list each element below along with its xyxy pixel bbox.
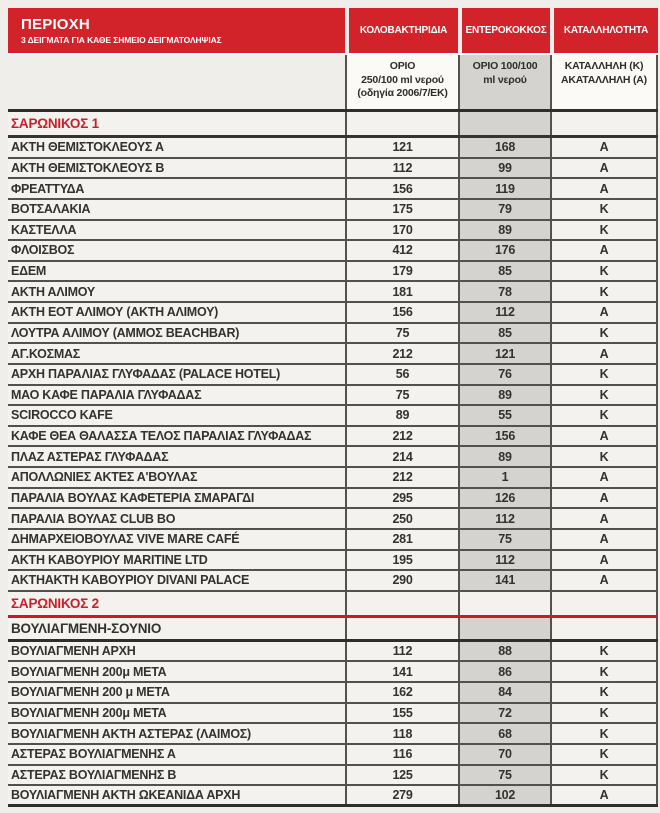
subsection-empty-cell: [550, 618, 658, 639]
enterococcus-value: 72: [458, 704, 550, 723]
coliform-value: 125: [345, 766, 458, 785]
coliform-value: 412: [345, 241, 458, 260]
beach-name: ΑΚΤΗ ΘΕΜΙΣΤΟΚΛΕΟΥΣ Β: [8, 159, 345, 178]
beach-name: ΑΣΤΕΡΑΣ ΒΟΥΛΙΑΓΜΕΝΗΣ Β: [8, 766, 345, 785]
coliform-value: 212: [345, 344, 458, 363]
beach-name: ΠΛΑΖ ΑΣΤΕΡΑΣ ΓΛΥΦΑΔΑΣ: [8, 447, 345, 466]
enterococcus-value: 86: [458, 662, 550, 681]
suitability-value: Κ: [550, 704, 658, 723]
coliform-value: 156: [345, 303, 458, 322]
suitability-value: Α: [550, 344, 658, 363]
beach-name: ΦΛΟΙΣΒΟΣ: [8, 241, 345, 260]
water-quality-table: [8, 8, 658, 807]
coliform-value: 212: [345, 427, 458, 446]
beach-name: ΒΟΥΛΙΑΓΜΕΝΗ ΑΡΧΗ: [8, 642, 345, 661]
suitability-value: Κ: [550, 642, 658, 661]
coliform-limit-line: 250/100 ml νερού: [361, 73, 444, 86]
coliform-value: 195: [345, 551, 458, 570]
table-row: [8, 406, 658, 427]
table-row: [8, 365, 658, 386]
suitability-value: Κ: [550, 282, 658, 301]
table-row: [8, 262, 658, 283]
enterococcus-value: 112: [458, 303, 550, 322]
suitability-value: Κ: [550, 766, 658, 785]
coliform-value: 170: [345, 221, 458, 240]
enterococcus-value: 126: [458, 489, 550, 508]
beach-name: ΑΚΤΗ ΚΑΒΟΥΡΙΟΥ MARITINE LTD: [8, 551, 345, 570]
subsection-empty-cell: [345, 618, 458, 639]
suitability-value: Κ: [550, 724, 658, 743]
section-title-row: [8, 592, 658, 618]
suitability-value: Κ: [550, 324, 658, 343]
enterococcus-value: 85: [458, 324, 550, 343]
suitability-value: Κ: [550, 662, 658, 681]
enterococcus-limit-line: ΟΡΙΟ 100/100: [472, 60, 538, 72]
coliform-value: 141: [345, 662, 458, 681]
coliform-value: 89: [345, 406, 458, 425]
beach-name: ΒΟΥΛΙΑΓΜΕΝΗ 200 μ ΜΕΤΑ: [8, 683, 345, 702]
table-row: [8, 489, 658, 510]
suitability-value: Κ: [550, 745, 658, 764]
enterococcus-value: 112: [458, 551, 550, 570]
beach-name: ΒΟΥΛΙΑΓΜΕΝΗ ΑΚΤΗ ΑΣΤΕΡΑΣ (ΛΑΙΜΟΣ): [8, 724, 345, 743]
enterococcus-value: 68: [458, 724, 550, 743]
coliform-value: 75: [345, 324, 458, 343]
coliform-value: 279: [345, 786, 458, 804]
suitability-value: Α: [550, 530, 658, 549]
enterococcus-value: 78: [458, 282, 550, 301]
section-empty-cell: [458, 112, 550, 135]
suitability-value: Α: [550, 427, 658, 446]
header-area-cell: [8, 8, 345, 53]
suitability-value: Α: [550, 241, 658, 260]
beach-name: ΒΟΥΛΙΑΓΜΕΝΗ 200μ ΜΕΤΑ: [8, 704, 345, 723]
suitability-value: Α: [550, 303, 658, 322]
section-title: ΣΑΡΩΝΙΚΟΣ 1: [8, 112, 345, 135]
table-row: [8, 221, 658, 242]
beach-name: ΒΟΥΛΙΑΓΜΕΝΗ 200μ ΜΕΤΑ: [8, 662, 345, 681]
coliform-value: 250: [345, 509, 458, 528]
suitability-value: Α: [550, 509, 658, 528]
coliform-limit-line: ΟΡΙΟ: [389, 60, 416, 72]
subsection-title-row: [8, 618, 658, 642]
enterococcus-value: 89: [458, 221, 550, 240]
enterococcus-value: 176: [458, 241, 550, 260]
table-row: [8, 427, 658, 448]
table-row: [8, 766, 658, 787]
table-row: [8, 786, 658, 807]
suitability-value: Α: [550, 571, 658, 590]
header-col-coliform: ΚΟΛΟΒΑΚΤΗΡΙΔΙΑ: [349, 8, 458, 53]
enterococcus-value: 1: [458, 468, 550, 487]
table-row: [8, 447, 658, 468]
coliform-value: 112: [345, 159, 458, 178]
subsection-title: ΒΟΥΛΙΑΓΜΕΝΗ-ΣΟΥΝΙΟ: [8, 618, 345, 639]
suitability-value: Κ: [550, 262, 658, 281]
table-row: [8, 662, 658, 683]
table-row: [8, 724, 658, 745]
table-row: [8, 179, 658, 200]
beach-name: ΑΡΧΗ ΠΑΡΑΛΙΑΣ ΓΛΥΦΑΔΑΣ (PALACE HOTEL): [8, 365, 345, 384]
coliform-value: 162: [345, 683, 458, 702]
section-empty-cell: [345, 112, 458, 135]
table-row: [8, 745, 658, 766]
beach-name: ΠΑΡΑΛΙΑ ΒΟΥΛΑΣ CLUB BO: [8, 509, 345, 528]
table-row: [8, 468, 658, 489]
table-row: [8, 704, 658, 725]
coliform-value: 116: [345, 745, 458, 764]
table-row: [8, 200, 658, 221]
enterococcus-limit-line: ml νερού: [483, 73, 527, 86]
section-empty-cell: [550, 112, 658, 135]
header-area-title: ΠΕΡΙΟΧΗ: [21, 16, 90, 33]
subheader-suitability-legend: [550, 55, 658, 109]
subheader-enterococcus-limit: [458, 55, 550, 109]
header-col-suitability: ΚΑΤΑΛΛΗΛΟΤΗΤΑ: [554, 8, 658, 53]
beach-name: ΛΟΥΤΡΑ ΑΛΙΜΟΥ (ΑΜΜΟΣ BEACHBAR): [8, 324, 345, 343]
coliform-value: 214: [345, 447, 458, 466]
enterococcus-value: 119: [458, 179, 550, 198]
suitability-value: Κ: [550, 365, 658, 384]
suitability-value: Α: [550, 551, 658, 570]
table-row: [8, 530, 658, 551]
table-row: [8, 241, 658, 262]
beach-name: ΕΔΕΜ: [8, 262, 345, 281]
coliform-limit-line: (οδηγία 2006/7/ΕΚ): [357, 87, 448, 99]
coliform-value: 75: [345, 386, 458, 405]
suitability-value: Κ: [550, 200, 658, 219]
table-subheader-row: [8, 55, 658, 112]
suitability-value: Κ: [550, 386, 658, 405]
enterococcus-value: 85: [458, 262, 550, 281]
enterococcus-value: 55: [458, 406, 550, 425]
coliform-value: 295: [345, 489, 458, 508]
coliform-value: 118: [345, 724, 458, 743]
suitability-value: Α: [550, 468, 658, 487]
suitability-value: Κ: [550, 221, 658, 240]
subsection-empty-cell: [458, 618, 550, 639]
coliform-value: 175: [345, 200, 458, 219]
suitability-value: Κ: [550, 406, 658, 425]
table-header-row: [8, 8, 658, 55]
beach-name: ΑΚΤΗΑΚΤΗ ΚΑΒΟΥΡΙΟΥ DIVANI PALACE: [8, 571, 345, 590]
header-col-enterococcus: ΕΝΤΕΡΟΚΟΚΚΟΣ: [462, 8, 550, 53]
beach-name: ΒΟΥΛΙΑΓΜΕΝΗ ΑΚΤΗ ΩΚΕΑΝΙΔΑ ΑΡΧΗ: [8, 786, 345, 804]
table-row: [8, 642, 658, 663]
suitability-legend-line: ΚΑΤΑΛΛΗΛΗ (Κ): [564, 60, 644, 72]
section-title: ΣΑΡΩΝΙΚΟΣ 2: [8, 592, 345, 615]
coliform-value: 212: [345, 468, 458, 487]
enterococcus-value: 121: [458, 344, 550, 363]
coliform-value: 121: [345, 138, 458, 157]
beach-name: ΚΑΣΤΕΛΛΑ: [8, 221, 345, 240]
enterococcus-value: 112: [458, 509, 550, 528]
coliform-value: 281: [345, 530, 458, 549]
enterococcus-value: 84: [458, 683, 550, 702]
section-empty-cell: [550, 592, 658, 615]
enterococcus-value: 70: [458, 745, 550, 764]
table-row: [8, 282, 658, 303]
enterococcus-value: 88: [458, 642, 550, 661]
suitability-legend-line: ΑΚΑΤΑΛΛΗΛΗ (Α): [561, 73, 647, 86]
beach-name: ΑΚΤΗ ΘΕΜΙΣΤΟΚΛΕΟΥΣ Α: [8, 138, 345, 157]
enterococcus-value: 89: [458, 447, 550, 466]
beach-name: ΑΓ.ΚΟΣΜΑΣ: [8, 344, 345, 363]
table-row: [8, 551, 658, 572]
table-row: [8, 683, 658, 704]
beach-name: ΑΠΟΛΛΩΝΙΕΣ ΑΚΤΕΣ Α'ΒΟΥΛΑΣ: [8, 468, 345, 487]
coliform-value: 56: [345, 365, 458, 384]
beach-name: ΔΗΜΑΡΧΕΙΟΒΟΥΛΑΣ VIVE MARE CAFÉ: [8, 530, 345, 549]
enterococcus-value: 75: [458, 530, 550, 549]
suitability-value: Α: [550, 786, 658, 804]
suitability-value: Α: [550, 159, 658, 178]
table-row: [8, 344, 658, 365]
section-empty-cell: [345, 592, 458, 615]
beach-name: ΑΚΤΗ ΕΟΤ ΑΛΙΜΟΥ (ΑΚΤΗ ΑΛΙΜΟΥ): [8, 303, 345, 322]
suitability-value: Κ: [550, 683, 658, 702]
enterococcus-value: 141: [458, 571, 550, 590]
beach-name: ΠΑΡΑΛΙΑ ΒΟΥΛΑΣ ΚΑΦΕΤΕΡΙΑ ΣΜΑΡΑΓΔΙ: [8, 489, 345, 508]
section-title-row: [8, 112, 658, 138]
enterococcus-value: 102: [458, 786, 550, 804]
table-row: [8, 303, 658, 324]
table-row: [8, 571, 658, 592]
table-row: [8, 138, 658, 159]
beach-name: ΦΡΕΑΤΤΥΔΑ: [8, 179, 345, 198]
enterococcus-value: 75: [458, 766, 550, 785]
table-row: [8, 509, 658, 530]
beach-name: ΑΚΤΗ ΑΛΙΜΟΥ: [8, 282, 345, 301]
table-body: [8, 112, 658, 807]
enterococcus-value: 76: [458, 365, 550, 384]
header-area-subtitle: 3 ΔΕΙΓΜΑΤΑ ΓΙΑ ΚΑΘΕ ΣΗΜΕΙΟ ΔΕΙΓΜΑΤΟΛΗΨΙΑΣ: [21, 35, 222, 45]
coliform-value: 290: [345, 571, 458, 590]
suitability-value: Α: [550, 489, 658, 508]
beach-name: ΚΑΦΕ ΘΕΑ ΘΑΛΑΣΣΑ ΤΕΛΟΣ ΠΑΡΑΛΙΑΣ ΓΛΥΦΑΔΑΣ: [8, 427, 345, 446]
beach-name: ΒΟΤΣΑΛΑΚΙΑ: [8, 200, 345, 219]
enterococcus-value: 99: [458, 159, 550, 178]
enterococcus-value: 156: [458, 427, 550, 446]
beach-name: ΜΑΟ ΚΑΦΕ ΠΑΡΑΛΙΑ ΓΛΥΦΑΔΑΣ: [8, 386, 345, 405]
table-row: [8, 159, 658, 180]
beach-name: SCIROCCO KAFE: [8, 406, 345, 425]
subheader-coliform-limit: [345, 55, 458, 109]
coliform-value: 156: [345, 179, 458, 198]
table-row: [8, 324, 658, 345]
coliform-value: 181: [345, 282, 458, 301]
coliform-value: 112: [345, 642, 458, 661]
suitability-value: Α: [550, 138, 658, 157]
beach-name: ΑΣΤΕΡΑΣ ΒΟΥΛΙΑΓΜΕΝΗΣ Α: [8, 745, 345, 764]
subheader-empty-cell: [8, 55, 345, 109]
enterococcus-value: 168: [458, 138, 550, 157]
table-row: [8, 386, 658, 407]
enterococcus-value: 79: [458, 200, 550, 219]
coliform-value: 179: [345, 262, 458, 281]
suitability-value: Κ: [550, 447, 658, 466]
coliform-value: 155: [345, 704, 458, 723]
section-empty-cell: [458, 592, 550, 615]
enterococcus-value: 89: [458, 386, 550, 405]
suitability-value: Α: [550, 179, 658, 198]
